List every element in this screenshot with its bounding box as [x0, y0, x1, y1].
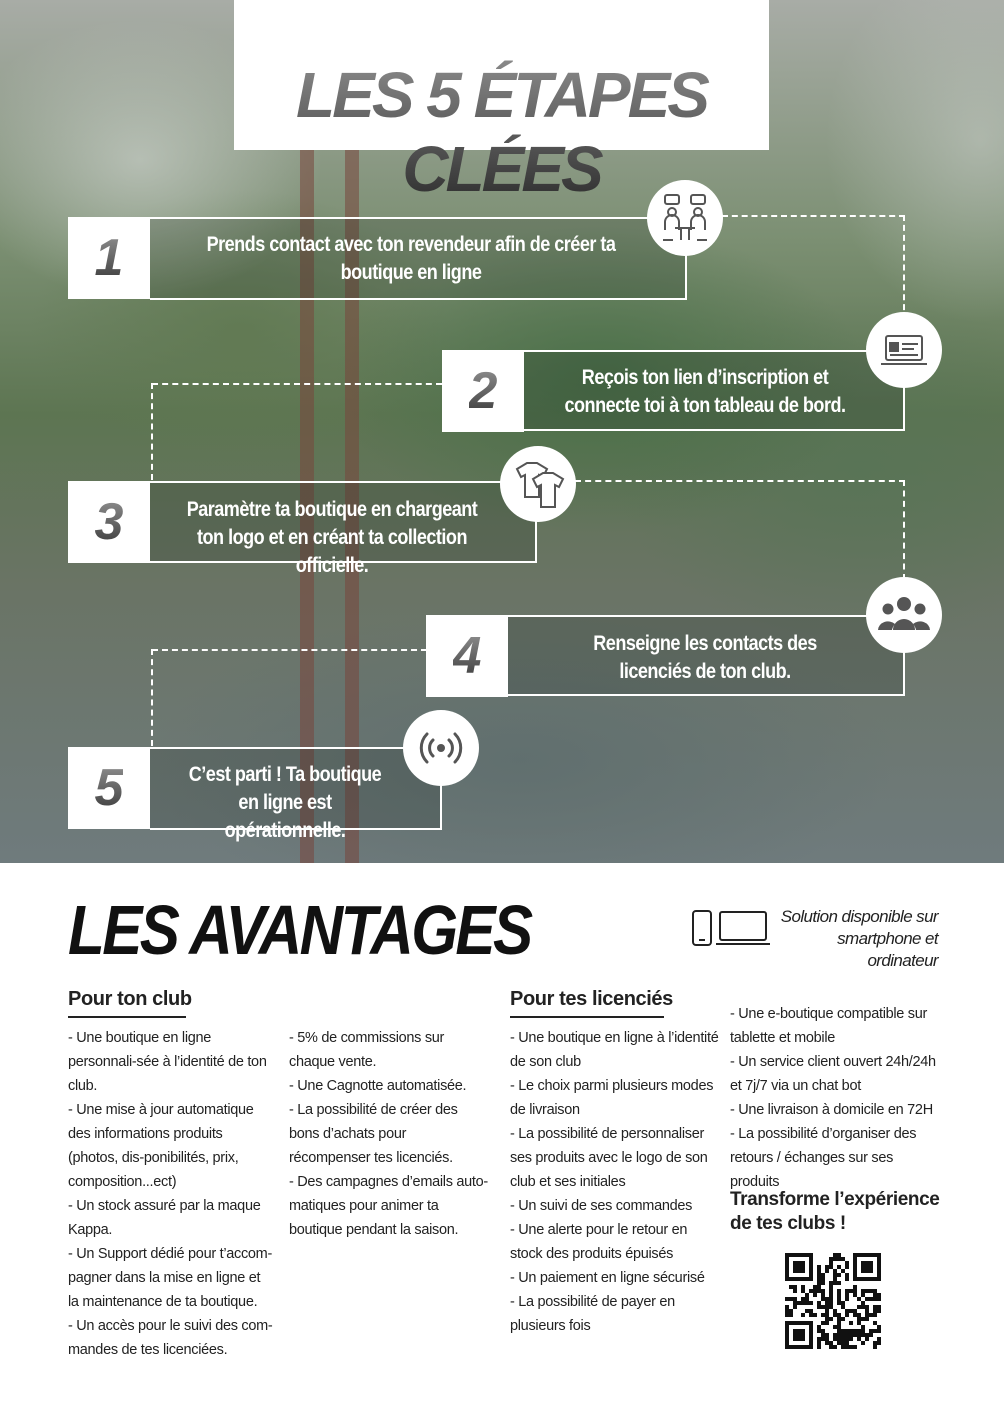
- advantages-title: LES AVANTAGES: [68, 891, 531, 969]
- list-item: - Une livraison à domicile en 72H: [730, 1102, 933, 1118]
- club-heading-underline: [68, 1016, 186, 1018]
- connector: [152, 649, 427, 651]
- list-item: - Un Support dédié pour t’accom-pagner dans la mise en ligne et la maintenance de ta boutique.: [68, 1246, 272, 1310]
- laptop-dashboard-icon: [866, 312, 942, 388]
- list-item: - Un accès pour le suivi des com-mandes de tes licenciées.: [68, 1318, 273, 1358]
- cta-text: Transforme l’expérience de tes clubs !: [730, 1189, 940, 1234]
- connector: [151, 649, 153, 746]
- club-heading: Pour ton club: [68, 988, 192, 1010]
- club-list-2: [289, 1026, 489, 1242]
- connector: [152, 383, 442, 385]
- step-number-5: 5: [68, 747, 150, 829]
- title-banner: [234, 0, 769, 205]
- members-list-1: [510, 1026, 720, 1338]
- step-text-3: Paramètre ta boutique en chargeant ton logo et en créant ta collection officielle.: [186, 498, 478, 577]
- page-title: LES 5 ÉTAPES CLÉES: [234, 58, 769, 206]
- list-item: - La possibilité de personnaliser ses produits avec le logo de son club et ses initiales: [510, 1126, 708, 1190]
- list-item: - La possibilité de créer des bons d’achats pour récompenser tes licenciés.: [289, 1102, 458, 1166]
- device-availability-note: Solution disponible sur smartphone et ordinateur: [780, 907, 938, 970]
- list-item: - Une alerte pour le retour en stock des produits épuisés: [510, 1222, 688, 1262]
- jersey-icon: [500, 446, 576, 522]
- connector: [575, 480, 905, 482]
- list-item: - Un paiement en ligne sécurisé: [510, 1270, 705, 1286]
- step-number-1: 1: [68, 217, 150, 299]
- step-text-1: Prends contact avec ton revendeur afin de créer ta boutique en ligne: [206, 233, 616, 284]
- meeting-icon: [647, 180, 723, 256]
- list-item: - 5% de commissions sur chaque vente.: [289, 1030, 445, 1070]
- step-text-2: Reçois ton lien d’inscription et connecte toi à ton tableau de bord.: [564, 366, 846, 417]
- smartphone-icon: [692, 910, 712, 951]
- members-heading: Pour tes licenciés: [510, 988, 673, 1010]
- list-item: - Un stock assuré par la maque Kappa.: [68, 1198, 261, 1238]
- list-item: - Des campagnes d’emails auto-matiques pour animer ta boutique pendant la saison.: [289, 1174, 488, 1238]
- step-text-4: Renseigne les contacts des licenciés de ton club.: [593, 632, 817, 683]
- step-text-5: C’est parti ! Ta boutique en ligne est opérationnelle.: [188, 763, 382, 842]
- members-heading-underline: [510, 1016, 664, 1018]
- list-item: - Un service client ouvert 24h/24h et 7j/7 via un chat bot: [730, 1054, 936, 1094]
- step-number-4: 4: [426, 615, 508, 697]
- laptop-icon: [716, 910, 770, 951]
- step-number-2: 2: [442, 350, 524, 432]
- connector: [151, 383, 153, 480]
- connector: [903, 480, 905, 580]
- group-icon: [866, 577, 942, 653]
- list-item: - La possibilité d’organiser des retours / échanges sur ses produits: [730, 1126, 917, 1190]
- list-item: - Une Cagnotte automatisée.: [289, 1078, 467, 1094]
- connector: [722, 215, 905, 217]
- list-item: - Le choix parmi plusieurs modes de livraison: [510, 1078, 714, 1118]
- qr-code[interactable]: [785, 1253, 881, 1354]
- list-item: - Une e-boutique compatible sur tablette et mobile: [730, 1006, 928, 1046]
- members-list-2: [730, 1002, 945, 1194]
- list-item: - Une boutique en ligne personnali-sée à l’identité de ton club.: [68, 1030, 267, 1094]
- broadcast-icon: [403, 710, 479, 786]
- list-item: - Une mise à jour automatique des informations produits (photos, dis-ponibilités, prix, composition...ect): [68, 1102, 254, 1190]
- step-number-3: 3: [68, 481, 150, 563]
- list-item: - Une boutique en ligne à l’identité de son club: [510, 1030, 719, 1070]
- club-list-1: [68, 1026, 273, 1362]
- list-item: - Un suivi de ses commandes: [510, 1198, 693, 1214]
- list-item: - La possibilité de payer en plusieurs fois: [510, 1294, 675, 1334]
